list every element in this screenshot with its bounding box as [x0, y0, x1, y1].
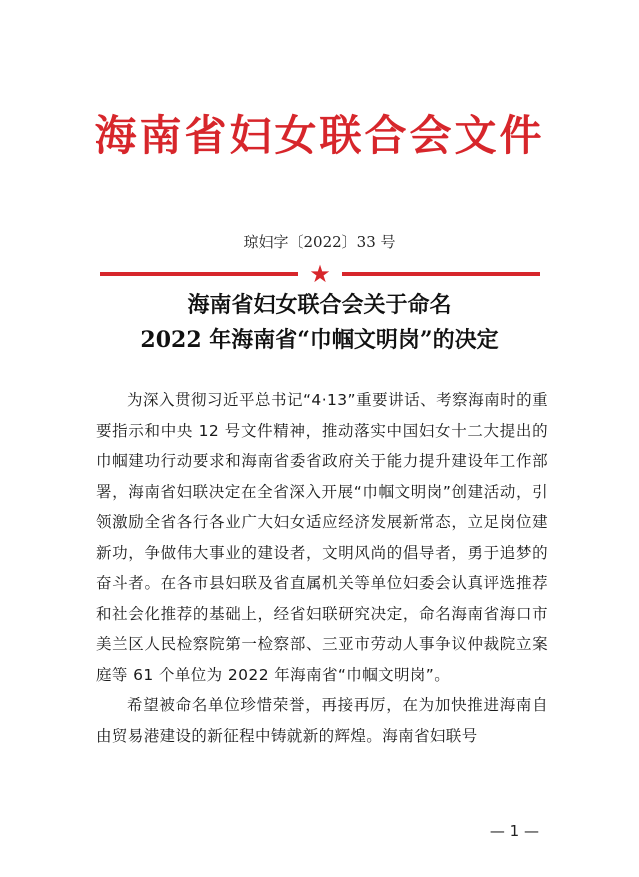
red-header-title: 海南省妇女联合会文件 — [94, 111, 545, 160]
document-title-line1: 海南省妇女联合会关于命名 — [187, 292, 452, 318]
divider-line-left — [100, 272, 298, 276]
body-paragraph-1: 为深入贯彻习近平总书记“4·13”重要讲话、考察海南时的重要指示和中央 12 号文件精神，推动落实中国妇女十二大提出的巾帼建功行动要求和海南省委省政府关于能力提升建设年工作部署，海南省妇联决定在全省深入开展“巾帼文明岗”创建活动，引领激励全省各行各业广大妇女适应经济发展新常态，立足岗位建新功，争做伟大事业的建设者，文明风尚的倡导者，勇于追梦的奋斗者。在各市县妇联及省直属机关等单位妇委会认真评选推荐和社会化推荐的基础上，经省妇联研究决定，命名海南省海口市美兰区人民检察院第一检察部、三亚市劳动人事争议仲裁院立案庭等 61 个单位为 2022 年海南省“巾帼文明岗”。 — [96, 391, 548, 684]
document-body — [96, 385, 548, 751]
red-divider — [100, 262, 540, 286]
document-number: 琼妇字〔2022〕33 号 — [243, 233, 396, 251]
star-icon: ★ — [309, 260, 331, 288]
body-paragraph-2: 希望被命名单位珍惜荣誉，再接再厉，在为加快推进海南自由贸易港建设的新征程中铸就新的辉煌。海南省妇联号 — [96, 696, 548, 745]
page-number: — 1 — — [489, 822, 539, 840]
divider-line-right — [342, 272, 540, 276]
document-title-line2: 2022 年海南省“巾帼文明岗”的决定 — [140, 327, 499, 353]
